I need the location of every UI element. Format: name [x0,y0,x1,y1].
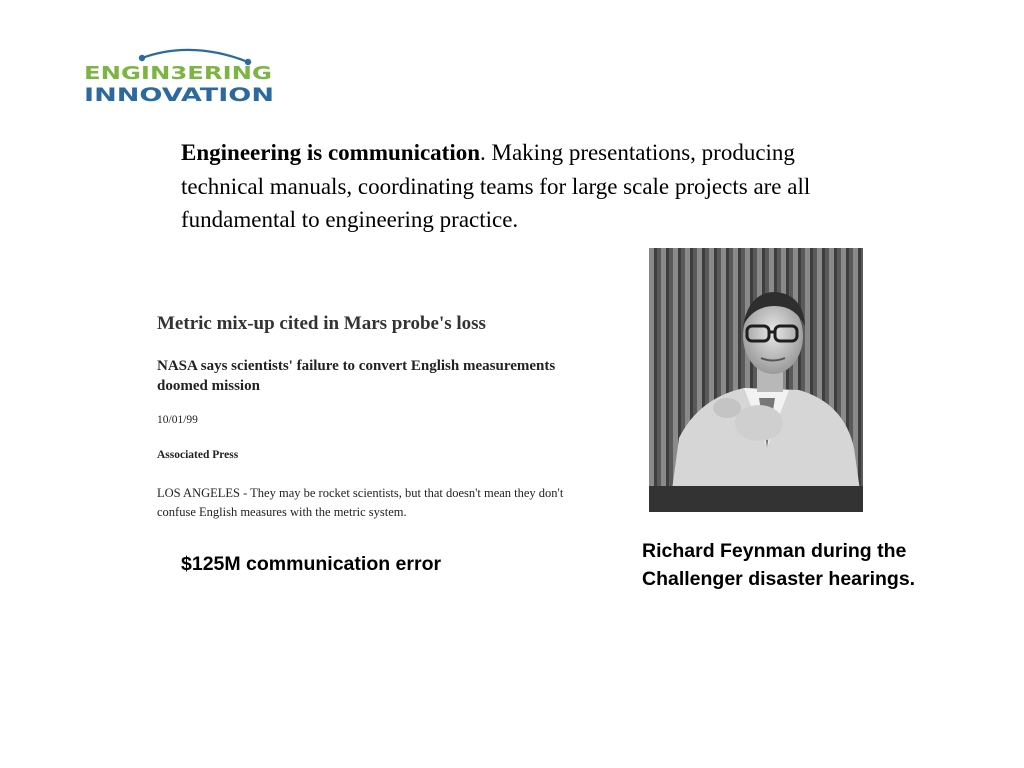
intro-bold-lead: Engineering is communication [181,140,481,165]
richard-feynman-photo [649,248,863,512]
photo-caption: Richard Feynman during the Challenger disaster hearings. [642,540,916,590]
clipping-date: 10/01/99 [157,414,198,426]
clipping-subheadline: NASA says scientists' failure to convert English measurements doomed mission [157,358,556,394]
photo-graphic [649,248,863,512]
intro-paragraph [181,136,871,237]
clipping-source: Associated Press [157,449,239,461]
news-clipping [150,300,595,522]
logo-arc [142,50,248,62]
intro-rest: . Making presentations, producing technical manuals, coordinating teams for large scale projects are all fundamental to engineering practice. [181,140,811,232]
cost-caption: $125M communication error [181,553,442,575]
logo-line1: ENGIN3ERING [84,63,272,84]
engineering-innovation-logo [80,44,280,108]
logo-line2: INNOVATION [84,84,274,106]
logo-arc-dot-left [139,55,145,61]
logo-graphic [80,44,280,108]
clipping-body: LOS ANGELES - They may be rocket scientists, but that doesn't mean they don't confuse English measures with the metric system. [157,486,564,519]
clipping-headline: Metric mix-up cited in Mars probe's loss [157,313,486,334]
